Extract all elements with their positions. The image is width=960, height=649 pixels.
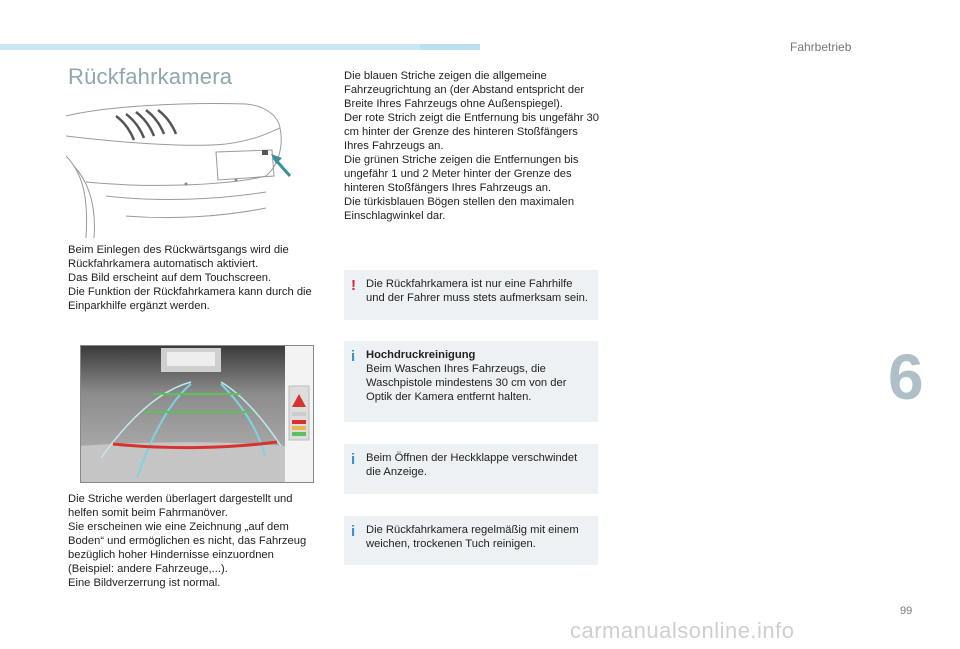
intro-line: Das Bild erscheint auf dem Touchscreen. xyxy=(68,272,272,284)
page-number: 99 xyxy=(900,605,913,617)
warning-note xyxy=(344,270,598,320)
guide-line-desc: Die türkisblauen Bögen stellen den maximalen Einschlagwinkel dar. xyxy=(344,196,575,222)
camera-display xyxy=(80,345,314,483)
car-rear-illustration xyxy=(66,96,296,238)
warning-text: Die Rückfahrkamera ist nur eine Fahrhilfe und der Fahrer muss stets aufmerksam sein. xyxy=(366,278,588,304)
intro-line: Beim Einlegen des Rückwärtsgangs wird die Rückfahrkamera automatisch aktiviert. xyxy=(68,244,289,270)
camera-view xyxy=(81,346,313,482)
lines-line: Sie erscheinen wie eine Zeichnung „auf dem Boden“ und ermöglichen es nicht, das Fahrzeug bezüglich hoher Hindernisse einzuordnen (Beispiel: andere Fahrzeuge,...). xyxy=(68,521,307,575)
cleaning-text: Beim Waschen Ihres Fahrzeugs, die Waschpistole mindestens 30 cm von der Optik der Kamera entfernt halten. xyxy=(366,363,567,403)
cleaning-note xyxy=(344,341,598,422)
page-title: Rückfahrkamera xyxy=(68,64,233,89)
header-bar xyxy=(0,44,480,50)
intro-line: Die Funktion der Rückfahrkamera kann durch die Einparkhilfe ergänzt werden. xyxy=(68,286,312,312)
lines-line: Die Striche werden überlagert dargestellt und helfen somit beim Fahrmanöver. xyxy=(68,493,293,519)
guide-line-desc: Die blauen Striche zeigen die allgemeine Fahrzeugrichtung an (der Abstand entspricht der Breite Ihres Fahrzeugs ohne Außenspiegel). xyxy=(344,70,585,110)
lines-line: Eine Bildverzerrung ist normal. xyxy=(68,577,221,589)
tailgate-note xyxy=(344,444,598,494)
lines-text xyxy=(68,492,318,590)
care-note xyxy=(344,516,598,565)
section-title: Fahrbetrieb xyxy=(790,40,852,54)
chapter-number: 6 xyxy=(888,341,924,413)
info-icon: i xyxy=(351,523,356,540)
guide-line-desc: Die grünen Striche zeigen die Entfernungen bis ungefähr 1 und 2 Meter hinter der Grenze des hinteren Stoßfängers Ihres Fahrzeugs an. xyxy=(344,154,579,194)
info-icon: i xyxy=(351,451,356,468)
watermark: carmanualsonline.info xyxy=(570,618,795,643)
guide-lines-text xyxy=(344,69,600,223)
tailgate-text: Beim Öffnen der Heckklappe verschwindet die Anzeige. xyxy=(366,452,578,478)
care-text: Die Rückfahrkamera regelmäßig mit einem weichen, trockenen Tuch reinigen. xyxy=(366,524,579,550)
guide-line-desc: Der rote Strich zeigt die Entfernung bis ungefähr 30 cm hinter der Grenze des hinteren Stoßfängers Ihres Fahrzeugs an. xyxy=(344,112,599,152)
warning-icon: ! xyxy=(351,277,356,294)
intro-text xyxy=(68,243,318,313)
info-icon: i xyxy=(351,348,356,365)
cleaning-title: Hochdruckreinigung xyxy=(366,349,476,361)
